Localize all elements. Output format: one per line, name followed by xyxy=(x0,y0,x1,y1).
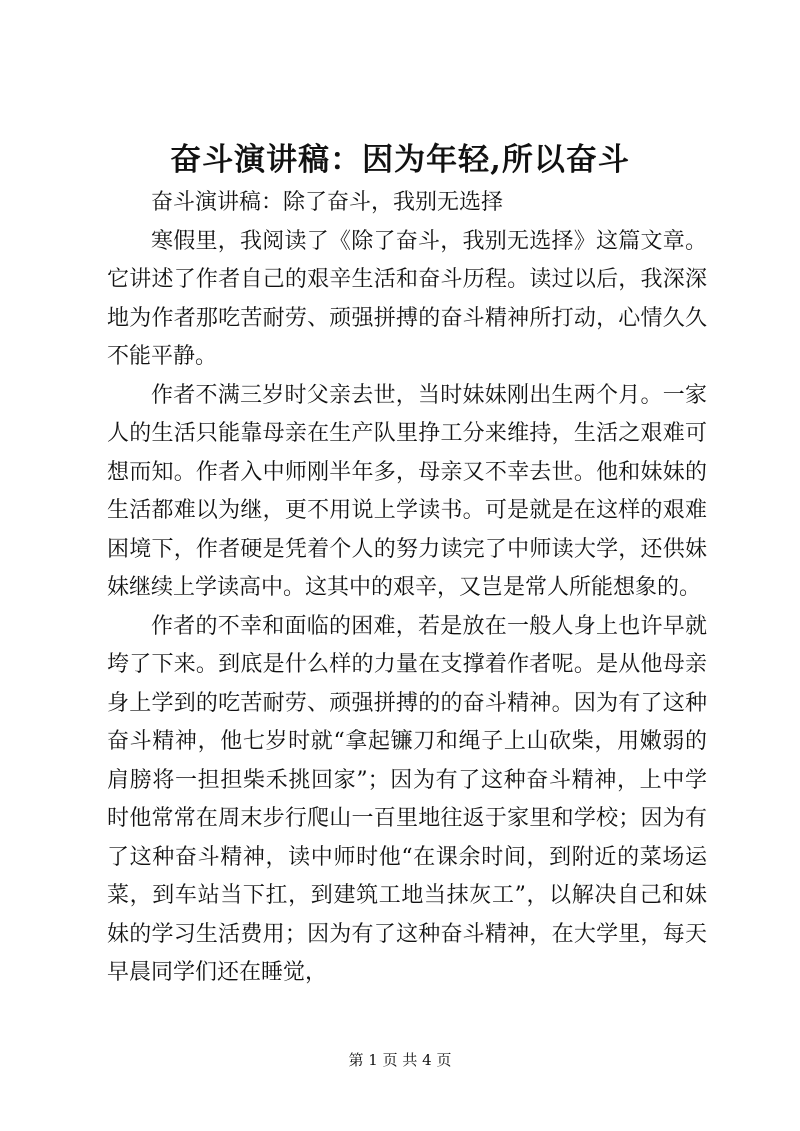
paragraph-subtitle: 奋斗演讲稿：除了奋斗，我别无选择 xyxy=(151,190,504,215)
paragraph: 寒假里，我阅读了《除了奋斗，我别无选择》这篇文章。它讲述了作者自己的艰辛生活和奋斗历程。读过以后，我深深地为作者那吃苦耐劳、顽强拼搏的奋斗精神所打动，心情久久不能平静。 xyxy=(107,228,707,369)
document-title: 奋斗演讲稿：因为年轻,所以奋斗 xyxy=(170,142,630,178)
paragraph: 作者的不幸和面临的困难，若是放在一般人身上也许早就垮了下来。到底是什么样的力量在支撑着作者呢。是从他母亲身上学到的吃苦耐劳、顽强拼搏的的奋斗精神。因为有了这种奋斗精神，他七岁时就“拿起镰刀和绳子上山砍柴，用嫩弱的肩膀将一担担柴禾挑回家”；因为有了这种奋斗精神，上中学时他常常在周末步行爬山一百里地往返于家里和学校；因为有了这种奋斗精神，读中师时他“在课余时间，到附近的菜场运菜，到车站当下扛，到建筑工地当抹灰工”，以解决自己和妹妹的学习生活费用；因为有了这种奋斗精神，在大学里，每天早晨同学们还在睡觉， xyxy=(107,613,707,985)
page-footer: 第 1 页 共 4 页 xyxy=(348,1051,452,1069)
paragraph: 作者不满三岁时父亲去世，当时妹妹刚出生两个月。一家人的生活只能靠母亲在生产队里挣工分来维持，生活之艰难可想而知。作者入中师刚半年多，母亲又不幸去世。他和妹妹的生活都难以为继，更不用说上学读书。可是就是在这样的艰难困境下，作者硬是凭着个人的努力读完了中师读大学，还供妹妹继续上学读高中。这其中的艰辛，又岂是常人所能想象的。 xyxy=(107,382,707,600)
document-body xyxy=(107,184,707,993)
